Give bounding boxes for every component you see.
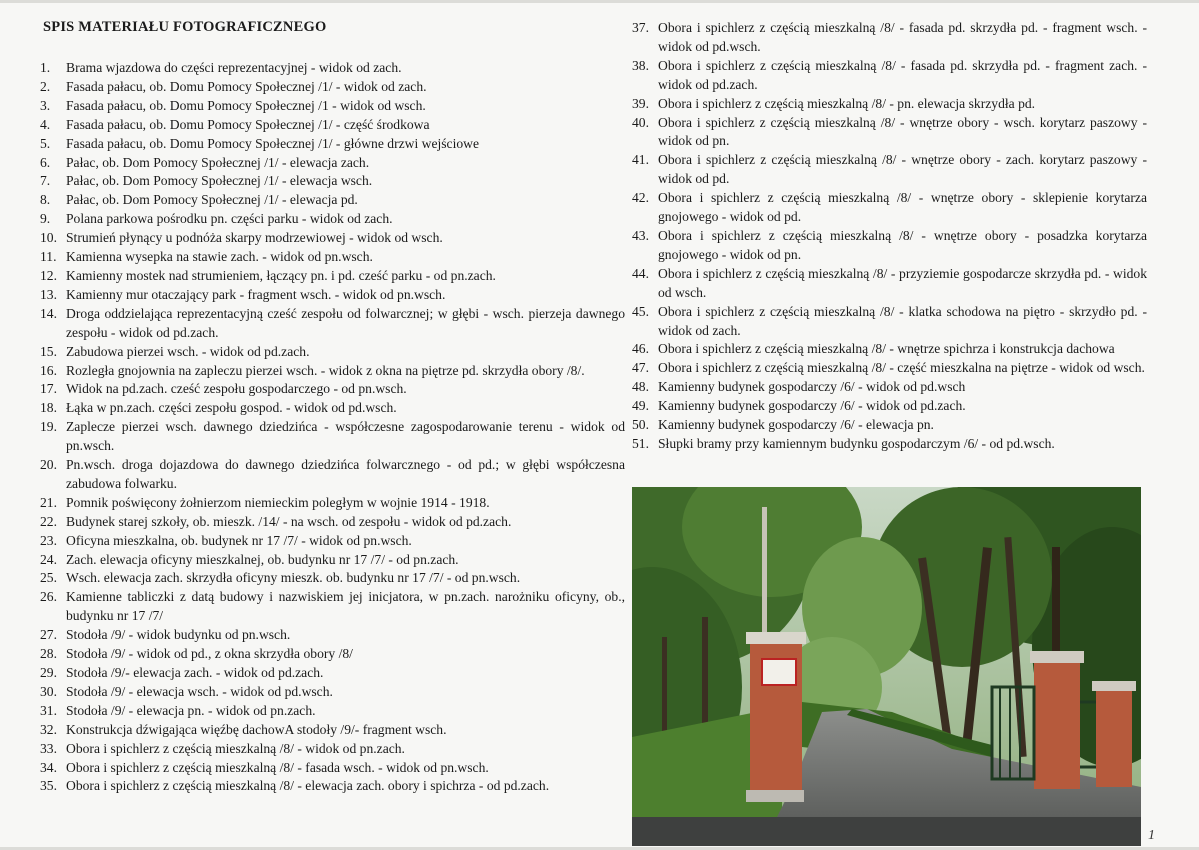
item-number: 25. bbox=[40, 570, 57, 586]
item-text: Droga oddzielająca reprezentacyjną cześć zespołu od folwarcznej; w głębi - wsch. pierzeja dawnego zespołu - widok od pd.zach. bbox=[66, 305, 625, 340]
item-number: 40. bbox=[632, 114, 649, 130]
list-item bbox=[632, 359, 1147, 378]
item-text: Obora i spichlerz z częścią mieszkalną /8/ - przyziemie gospodarcze skrzydła pd. - widok od wsch. bbox=[658, 265, 1147, 300]
scan-edge-top bbox=[0, 0, 1199, 3]
item-number: 16. bbox=[40, 362, 57, 378]
item-number: 33. bbox=[40, 740, 57, 756]
list-item bbox=[632, 397, 1147, 416]
item-number: 6. bbox=[40, 154, 51, 170]
item-number: 50. bbox=[632, 417, 649, 433]
item-text: Zach. elewacja oficyny mieszkalnej, ob. budynku nr 17 /7/ - od pn.zach. bbox=[66, 551, 459, 567]
item-number: 44. bbox=[632, 265, 649, 281]
list-item bbox=[632, 435, 1147, 454]
item-text: Pałac, ob. Dom Pomocy Społecznej /1/ - elewacja wsch. bbox=[66, 173, 373, 189]
item-text: Polana parkowa pośrodku pn. części parku - widok od zach. bbox=[66, 211, 393, 227]
item-number: 43. bbox=[632, 227, 649, 243]
item-text: Zaplecze pierzei wsch. dawnego dziedzińca - współczesne zagospodarowanie terenu - widok od pn.wsch. bbox=[66, 419, 625, 454]
list-item bbox=[40, 78, 625, 97]
item-text: Obora i spichlerz z częścią mieszkalną /8/ - widok od pn.zach. bbox=[66, 740, 405, 756]
item-number: 3. bbox=[40, 97, 51, 113]
item-number: 28. bbox=[40, 646, 57, 662]
list-item bbox=[632, 265, 1147, 303]
item-text: Obora i spichlerz z częścią mieszkalną /8/ - wnętrze obory - posadzka korytarza gnojowego - widok od pn. bbox=[658, 227, 1147, 262]
photo-list-left bbox=[40, 59, 625, 796]
item-number: 30. bbox=[40, 683, 57, 699]
item-text: Obora i spichlerz z częścią mieszkalną /8/ - pn. elewacja skrzydła pd. bbox=[658, 95, 1036, 111]
list-item bbox=[40, 721, 625, 740]
item-text: Fasada pałacu, ob. Domu Pomocy Społecznej /1 - widok od wsch. bbox=[66, 97, 426, 113]
list-item bbox=[632, 95, 1147, 114]
item-text: Widok na pd.zach. cześć zespołu gospodarczego - od pn.wsch. bbox=[66, 381, 407, 397]
list-item bbox=[40, 135, 625, 154]
list-item bbox=[632, 19, 1147, 57]
item-number: 32. bbox=[40, 721, 57, 737]
list-item bbox=[40, 740, 625, 759]
list-item bbox=[40, 418, 625, 456]
list-item bbox=[40, 248, 625, 267]
list-item bbox=[40, 664, 625, 683]
item-number: 46. bbox=[632, 341, 649, 357]
item-number: 10. bbox=[40, 230, 57, 246]
list-item bbox=[40, 759, 625, 778]
item-number: 45. bbox=[632, 303, 649, 319]
list-item bbox=[40, 683, 625, 702]
item-number: 47. bbox=[632, 360, 649, 376]
item-number: 26. bbox=[40, 589, 57, 605]
list-item bbox=[632, 114, 1147, 152]
item-text: Stodoła /9/ - widok budynku od pn.wsch. bbox=[66, 627, 291, 643]
list-item bbox=[40, 777, 625, 796]
list-item bbox=[40, 267, 625, 286]
item-text: Pałac, ob. Dom Pomocy Społecznej /1/ - elewacja pd. bbox=[66, 192, 358, 208]
item-text: Pałac, ob. Dom Pomocy Społecznej /1/ - elewacja zach. bbox=[66, 154, 370, 170]
item-text: Obora i spichlerz z częścią mieszkalną /8/ - wnętrze obory - wsch. korytarz paszowy - widok od pn. bbox=[658, 114, 1147, 149]
item-text: Kamienny budynek gospodarczy /6/ - widok od pd.wsch bbox=[658, 379, 966, 395]
gate-photo bbox=[632, 487, 1141, 846]
item-text: Fasada pałacu, ob. Domu Pomocy Społecznej /1/ - widok od zach. bbox=[66, 78, 427, 94]
item-number: 13. bbox=[40, 286, 57, 302]
page-number: 1 bbox=[1148, 828, 1155, 843]
list-item bbox=[632, 57, 1147, 95]
item-text: Strumień płynący u podnóża skarpy modrzewiowej - widok od wsch. bbox=[66, 230, 443, 246]
item-number: 18. bbox=[40, 400, 57, 416]
gate-photo-illustration bbox=[632, 487, 1141, 846]
item-number: 35. bbox=[40, 778, 57, 794]
list-item bbox=[40, 569, 625, 588]
list-item bbox=[40, 305, 625, 343]
list-item bbox=[40, 229, 625, 248]
item-text: Obora i spichlerz z częścią mieszkalną /8/ - fasada wsch. - widok od pn.wsch. bbox=[66, 759, 489, 775]
item-text: Wsch. elewacja zach. skrzydła oficyny mieszk. ob. budynku nr 17 /7/ - od pn.wsch. bbox=[66, 570, 521, 586]
item-text: Budynek starej szkoły, ob. mieszk. /14/ - na wsch. od zespołu - widok od pd.zach. bbox=[66, 513, 512, 529]
item-text: Obora i spichlerz z częścią mieszkalną /8/ - fasada pd. skrzydła pd. - fragment wsch. - widok od pd.wsch. bbox=[658, 20, 1147, 54]
list-item bbox=[40, 286, 625, 305]
list-item bbox=[40, 172, 625, 191]
list-item bbox=[40, 154, 625, 173]
item-text: Obora i spichlerz z częścią mieszkalną /8/ - wnętrze spichrza i konstrukcja dachowa bbox=[658, 341, 1115, 357]
item-number: 39. bbox=[632, 95, 649, 111]
item-number: 51. bbox=[632, 435, 649, 451]
item-text: Obora i spichlerz z częścią mieszkalną /8/ - elewacja zach. obory i spichrza - od pd.zach. bbox=[66, 778, 550, 794]
list-item bbox=[632, 303, 1147, 341]
list-item bbox=[40, 532, 625, 551]
item-text: Kamienne tabliczki z datą budowy i nazwiskiem jej inicjatora, w pn.zach. narożniku oficyny, ob., budynku nr 17 /7/ bbox=[66, 589, 625, 624]
item-text: Oficyna mieszkalna, ob. budynek nr 17 /7/ - widok od pn.wsch. bbox=[66, 532, 412, 548]
item-text: Obora i spichlerz z częścią mieszkalną /8/ - część mieszkalna na piętrze - widok od wsch. bbox=[658, 360, 1145, 376]
item-text: Stodoła /9/ - widok od pd., z okna skrzydła obory /8/ bbox=[66, 646, 353, 662]
item-text: Obora i spichlerz z częścią mieszkalną /8/ - wnętrze obory - zach. korytarz paszowy - widok od pd. bbox=[658, 152, 1147, 187]
item-number: 42. bbox=[632, 190, 649, 206]
item-number: 12. bbox=[40, 267, 57, 283]
item-number: 19. bbox=[40, 419, 57, 435]
item-number: 1. bbox=[40, 60, 51, 75]
list-item bbox=[632, 189, 1147, 227]
list-item bbox=[40, 210, 625, 229]
list-item bbox=[40, 626, 625, 645]
item-number: 11. bbox=[40, 249, 57, 265]
list-item bbox=[40, 191, 625, 210]
item-text: Fasada pałacu, ob. Domu Pomocy Społecznej /1/ - część środkowa bbox=[66, 116, 430, 132]
item-number: 23. bbox=[40, 532, 57, 548]
item-text: Kamienny mostek nad strumieniem, łączący pn. i pd. cześć parku - od pn.zach. bbox=[66, 267, 496, 283]
list-item bbox=[40, 97, 625, 116]
list-item bbox=[40, 343, 625, 362]
item-number: 37. bbox=[632, 20, 649, 35]
list-item bbox=[40, 494, 625, 513]
item-number: 48. bbox=[632, 379, 649, 395]
item-text: Słupki bramy przy kamiennym budynku gospodarczym /6/ - od pd.wsch. bbox=[658, 435, 1055, 451]
item-text: Stodoła /9/- elewacja zach. - widok od pd.zach. bbox=[66, 665, 324, 680]
item-text: Kamienny budynek gospodarczy /6/ - elewacja pn. bbox=[658, 417, 934, 433]
list-item bbox=[632, 340, 1147, 359]
list-item bbox=[40, 399, 625, 418]
item-number: 49. bbox=[632, 398, 649, 414]
photo-list-right bbox=[632, 19, 1147, 454]
item-text: Obora i spichlerz z częścią mieszkalną /8/ - klatka schodowa na piętro - skrzydło pd. - widok od zach. bbox=[658, 303, 1147, 338]
item-text: Stodoła /9/ - elewacja wsch. - widok od pd.wsch. bbox=[66, 683, 333, 699]
list-item bbox=[632, 227, 1147, 265]
item-text: Obora i spichlerz z częścią mieszkalną /8/ - wnętrze obory - sklepienie korytarza gnojowego - widok od pd. bbox=[658, 190, 1147, 225]
item-text: Konstrukcja dźwigająca więźbę dachowA stodoły /9/- fragment wsch. bbox=[66, 721, 447, 737]
item-text: Stodoła /9/ - elewacja pn. - widok od pn.zach. bbox=[66, 702, 316, 718]
item-text: Obora i spichlerz z częścią mieszkalną /8/ - fasada pd. skrzydła pd. - fragment zach. - widok od pd.zach. bbox=[658, 57, 1147, 92]
list-item bbox=[40, 588, 625, 626]
item-text: Kamienna wysepka na stawie zach. - widok od pn.wsch. bbox=[66, 249, 373, 265]
item-text: Łąka w pn.zach. części zespołu gospod. - widok od pd.wsch. bbox=[66, 400, 397, 416]
item-number: 31. bbox=[40, 702, 57, 718]
item-number: 21. bbox=[40, 494, 57, 510]
item-number: 9. bbox=[40, 211, 51, 227]
item-number: 14. bbox=[40, 305, 57, 321]
item-text: Pomnik poświęcony żołnierzom niemieckim poległym w wojnie 1914 - 1918. bbox=[66, 494, 490, 510]
list-item bbox=[40, 59, 625, 78]
item-text: Rozległa gnojownia na zapleczu pierzei wsch. - widok z okna na piętrze pd. skrzydła obory /8/. bbox=[66, 362, 585, 378]
item-number: 2. bbox=[40, 78, 51, 94]
item-number: 24. bbox=[40, 551, 57, 567]
item-number: 20. bbox=[40, 457, 57, 473]
list-item bbox=[632, 151, 1147, 189]
item-text: Kamienny mur otaczający park - fragment wsch. - widok od pn.wsch. bbox=[66, 286, 446, 302]
list-item bbox=[40, 645, 625, 664]
list-item bbox=[40, 456, 625, 494]
item-number: 15. bbox=[40, 343, 57, 359]
item-number: 38. bbox=[632, 57, 649, 73]
list-item bbox=[40, 702, 625, 721]
item-text: Pn.wsch. droga dojazdowa do dawnego dziedzińca folwarcznego - od pd.; w głębi współczesna zabudowa folwarku. bbox=[66, 457, 625, 491]
list-item bbox=[632, 416, 1147, 435]
item-number: 22. bbox=[40, 513, 57, 529]
item-text: Fasada pałacu, ob. Domu Pomocy Społecznej /1/ - główne drzwi wejściowe bbox=[66, 135, 479, 151]
item-text: Kamienny budynek gospodarczy /6/ - widok od pd.zach. bbox=[658, 398, 966, 414]
list-item bbox=[40, 116, 625, 135]
item-number: 41. bbox=[632, 152, 649, 168]
list-item bbox=[40, 362, 625, 381]
list-item bbox=[40, 551, 625, 570]
list-item bbox=[632, 378, 1147, 397]
page-title: SPIS MATERIAŁU FOTOGRAFICZNEGO bbox=[43, 19, 327, 35]
item-text: Zabudowa pierzei wsch. - widok od pd.zach. bbox=[66, 343, 310, 359]
item-number: 4. bbox=[40, 116, 51, 132]
item-number: 17. bbox=[40, 381, 57, 397]
item-text: Brama wjazdowa do części reprezentacyjnej - widok od zach. bbox=[66, 60, 402, 75]
item-number: 8. bbox=[40, 192, 51, 208]
item-number: 29. bbox=[40, 665, 57, 680]
list-item bbox=[40, 513, 625, 532]
item-number: 5. bbox=[40, 135, 51, 151]
item-number: 27. bbox=[40, 627, 57, 643]
item-number: 7. bbox=[40, 173, 51, 189]
list-item bbox=[40, 380, 625, 399]
item-number: 34. bbox=[40, 759, 57, 775]
